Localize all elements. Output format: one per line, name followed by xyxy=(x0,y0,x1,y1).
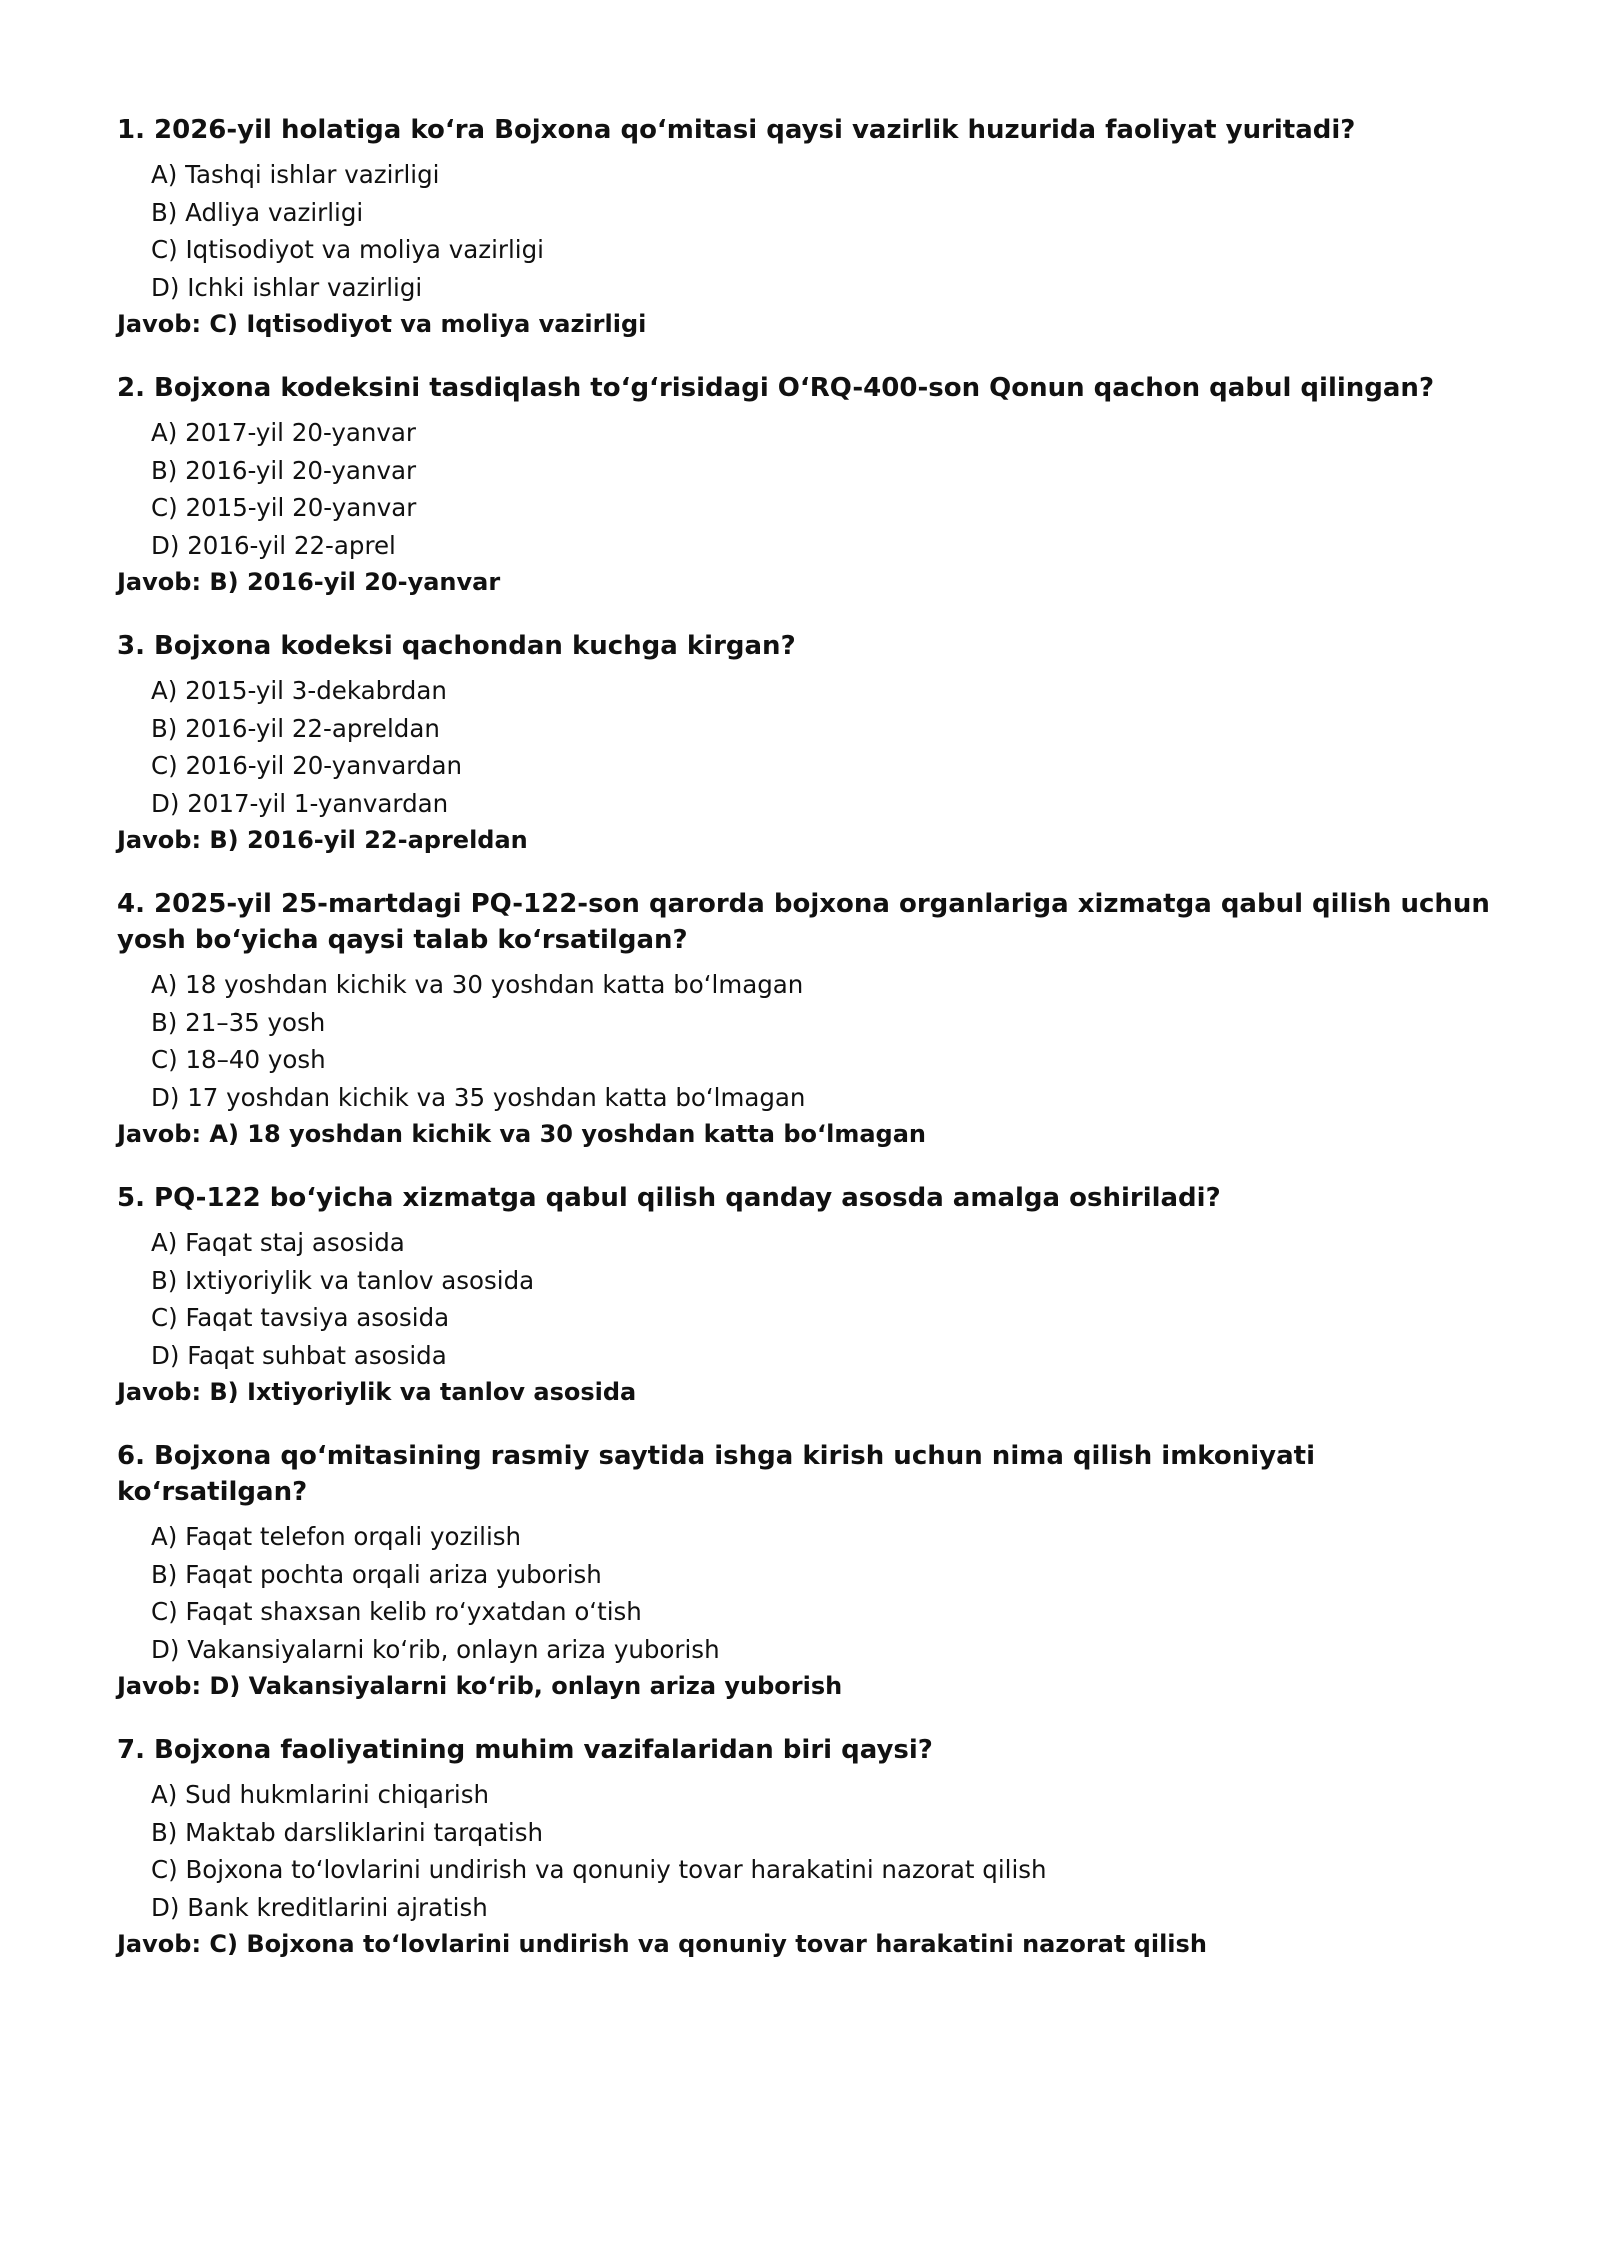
option-b: B) Ixtiyoriylik va tanlov asosida xyxy=(151,1265,535,1295)
options-list xyxy=(117,1518,1497,1668)
options-list xyxy=(117,1224,1497,1374)
question-text: 5. PQ-122 bo‘yicha xizmatga qabul qilish qanday asosda amalga oshiriladi? xyxy=(117,1183,1221,1213)
option-c: C) Iqtisodiyot va moliya vazirligi xyxy=(151,235,544,264)
option-d: D) 17 yoshdan kichik va 35 yoshdan katta bo‘lmagan xyxy=(151,1082,806,1112)
question-block-7 xyxy=(117,1732,1497,1963)
option-b: B) Maktab darsliklarini tarqatish xyxy=(151,1817,544,1847)
answer-text: Javob: D) Vakansiyalarni ko‘rib, onlayn ariza yuborish xyxy=(117,1672,843,1700)
question-text: 1. 2026-yil holatiga ko‘ra Bojxona qo‘mitasi qaysi vazirlik huzurida faoliyat yuritadi? xyxy=(117,115,1356,145)
option-c: C) 2015-yil 20-yanvar xyxy=(151,493,417,522)
question-block-2 xyxy=(117,370,1497,601)
option-a: A) 2015-yil 3-dekabrdan xyxy=(151,676,447,705)
option-c: C) 18–40 yosh xyxy=(151,1045,326,1074)
question-block-6 xyxy=(117,1438,1497,1705)
option-d: D) 2017-yil 1-yanvardan xyxy=(151,788,449,818)
option-c: C) Faqat tavsiya asosida xyxy=(151,1303,450,1332)
option-b: B) Faqat pochta orqali ariza yuborish xyxy=(151,1559,602,1589)
question-text: 3. Bojxona kodeksi qachondan kuchga kirgan? xyxy=(117,631,796,661)
option-b: B) Adliya vazirligi xyxy=(151,197,364,227)
question-text: 6. Bojxona qo‘mitasining rasmiy saytida ishga kirish uchun nima qilish imkoniyati ko‘rsatilgan? xyxy=(117,1441,1316,1507)
options-list xyxy=(117,1776,1497,1926)
quiz-document xyxy=(117,112,1497,1990)
question-block-4 xyxy=(117,886,1497,1153)
options-list xyxy=(117,414,1497,564)
option-a: A) Sud hukmlarini chiqarish xyxy=(151,1780,489,1809)
question-block-3 xyxy=(117,628,1497,859)
answer-text: Javob: C) Iqtisodiyot va moliya vazirligi xyxy=(117,310,647,338)
option-a: A) Faqat staj asosida xyxy=(151,1228,405,1257)
answer-text: Javob: B) 2016-yil 20-yanvar xyxy=(117,568,501,596)
option-c: C) Faqat shaxsan kelib ro‘yxatdan o‘tish xyxy=(151,1597,642,1626)
option-b: B) 2016-yil 20-yanvar xyxy=(151,455,417,485)
options-list xyxy=(117,966,1497,1116)
answer-text: Javob: B) Ixtiyoriylik va tanlov asosida xyxy=(117,1378,637,1406)
answer-text: Javob: A) 18 yoshdan kichik va 30 yoshdan katta bo‘lmagan xyxy=(117,1120,927,1148)
question-block-1 xyxy=(117,112,1497,343)
option-c: C) Bojxona to‘lovlarini undirish va qonuniy tovar harakatini nazorat qilish xyxy=(151,1855,1047,1884)
option-d: D) Faqat suhbat asosida xyxy=(151,1340,447,1370)
question-text: 2. Bojxona kodeksini tasdiqlash to‘g‘risidagi O‘RQ-400-son Qonun qachon qabul qilingan? xyxy=(117,373,1435,403)
question-text: 4. 2025-yil 25-martdagi PQ-122-son qarorda bojxona organlariga xizmatga qabul qilish uchun yosh bo‘yicha qaysi talab ko‘rsatilgan? xyxy=(117,889,1490,955)
options-list xyxy=(117,156,1497,306)
option-d: D) Vakansiyalarni ko‘rib, onlayn ariza yuborish xyxy=(151,1634,720,1664)
option-d: D) Ichki ishlar vazirligi xyxy=(151,272,423,302)
option-a: A) 18 yoshdan kichik va 30 yoshdan katta bo‘lmagan xyxy=(151,970,804,999)
option-a: A) Faqat telefon orqali yozilish xyxy=(151,1522,522,1551)
option-a: A) Tashqi ishlar vazirligi xyxy=(151,160,440,189)
option-d: D) 2016-yil 22-aprel xyxy=(151,530,396,560)
question-block-5 xyxy=(117,1180,1497,1411)
option-c: C) 2016-yil 20-yanvardan xyxy=(151,751,462,780)
answer-text: Javob: C) Bojxona to‘lovlarini undirish va qonuniy tovar harakatini nazorat qilish xyxy=(117,1930,1207,1958)
option-b: B) 21–35 yosh xyxy=(151,1007,326,1037)
question-text: 7. Bojxona faoliyatining muhim vazifalaridan biri qaysi? xyxy=(117,1735,933,1765)
option-d: D) Bank kreditlarini ajratish xyxy=(151,1892,488,1922)
answer-text: Javob: B) 2016-yil 22-apreldan xyxy=(117,826,528,854)
options-list xyxy=(117,672,1497,822)
option-b: B) 2016-yil 22-apreldan xyxy=(151,713,440,743)
option-a: A) 2017-yil 20-yanvar xyxy=(151,418,416,447)
